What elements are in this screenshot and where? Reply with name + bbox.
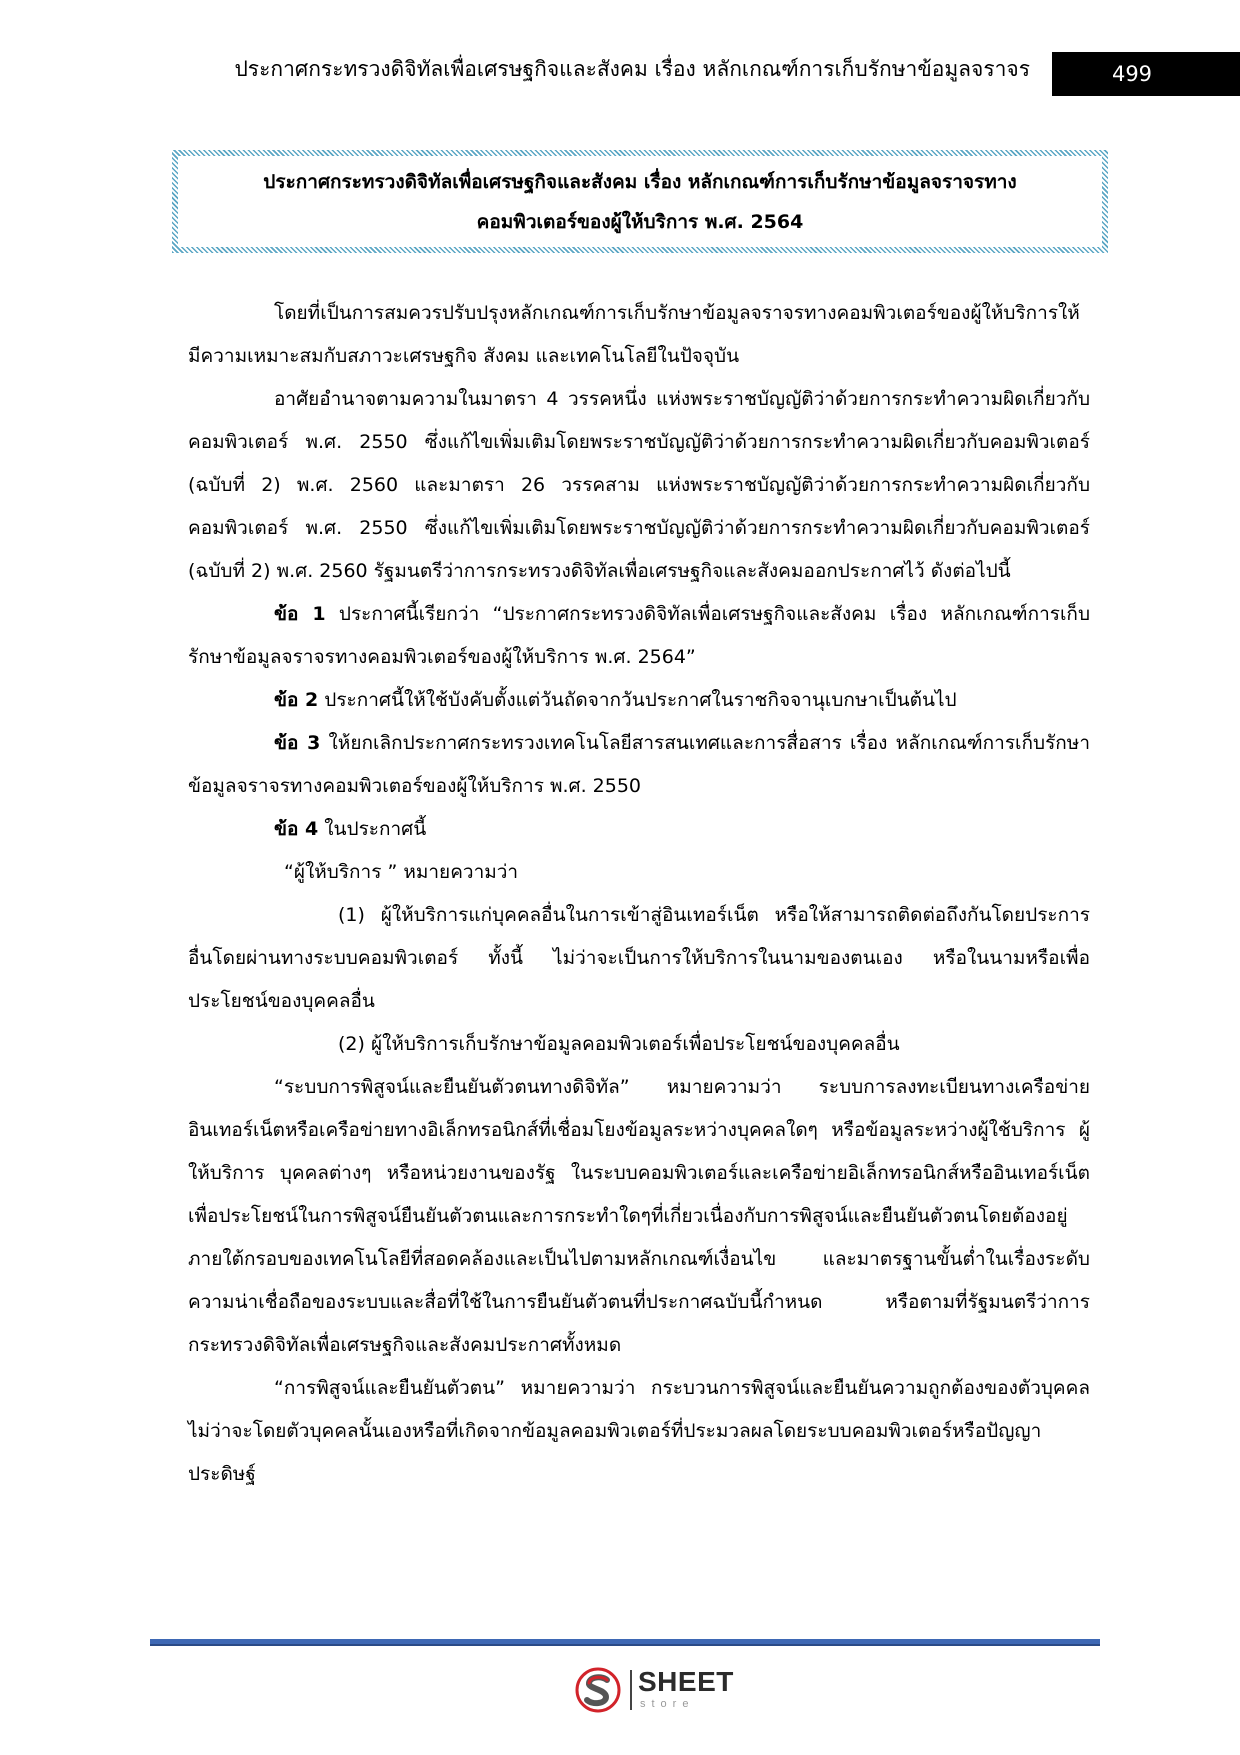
clause-4 (188, 808, 1090, 851)
clause-3 (188, 722, 1090, 808)
clause-2-label: ข้อ 2 (274, 689, 319, 711)
definition-service-provider-term: “ผู้ให้บริการ ” หมายความว่า (284, 861, 519, 883)
clause-3-label: ข้อ 3 (274, 732, 321, 754)
document-title-line-1: ประกาศกระทรวงดิจิทัลเพื่อเศรษฐกิจและสังคม เรื่อง หลักเกณฑ์การเก็บรักษาข้อมูลจราจรทาง (263, 170, 1017, 193)
document-body (188, 292, 1090, 1496)
preamble-paragraph: โดยที่เป็นการสมควรปรับปรุงหลักเกณฑ์การเก็บรักษาข้อมูลจราจรทางคอมพิวเตอร์ของผู้ให้บริการให้มีความเหมาะสมกับสภาวะเศรษฐกิจ สังคม และเทคโนโลยีในปัจจุบัน (188, 302, 1080, 367)
logo-divider (630, 1670, 632, 1710)
authority-paragraph: อาศัยอำนาจตามความในมาตรา 4 วรรคหนึ่ง แห่งพระราชบัญญัติว่าด้วยการกระทำความผิดเกี่ยวกับคอมพิวเตอร์ พ.ศ. 2550 ซึ่งแก้ไขเพิ่มเติมโดยพระราชบัญญัติว่าด้วยการกระทำความผิดเกี่ยวกับคอมพิวเตอร์ (ฉบับที่ 2) พ.ศ. 2560 และมาตรา 26 วรรคสาม แห่งพระราชบัญญัติว่าด้วยการกระทำความผิดเกี่ยวกับคอมพิวเตอร์ พ.ศ. 2550 ซึ่งแก้ไขเพิ่มเติมโดยพระราชบัญญัติว่าด้วยการกระทำความผิดเกี่ยวกับคอมพิวเตอร์ (ฉบับที่ 2) พ.ศ. 2560 รัฐมนตรีว่าการกระทรวงดิจิทัลเพื่อเศรษฐกิจและสังคมออกประกาศไว้ ดังต่อไปนี้ (188, 388, 1090, 582)
document-title-inner (178, 156, 1102, 247)
definition-service-provider-item-2: (2) ผู้ให้บริการเก็บรักษาข้อมูลคอมพิวเตอร์เพื่อประโยชน์ของบุคคลอื่น (338, 1033, 900, 1055)
page-header (0, 44, 1240, 100)
clause-3-text: ให้ยกเลิกประกาศกระทรวงเทคโนโลยีสารสนเทศและการสื่อสาร เรื่อง หลักเกณฑ์การเก็บรักษาข้อมูลจราจรทางคอมพิวเตอร์ของผู้ให้บริการ พ.ศ. 2550 (188, 732, 1090, 797)
clause-2 (188, 679, 1090, 722)
page-number-box (1052, 52, 1240, 96)
sheet-store-s-icon (574, 1666, 622, 1714)
page-number: 499 (1111, 62, 1153, 86)
clause-4-label: ข้อ 4 (274, 818, 319, 840)
definition-identity-verification: “การพิสูจน์และยืนยันตัวตน” หมายความว่า กระบวนการพิสูจน์และยืนยันความถูกต้องของตัวบุคคลไม่ว่าจะโดยตัวบุคคลนั้นเองหรือที่เกิดจากข้อมูลคอมพิวเตอร์ที่ประมวลผลโดยระบบคอมพิวเตอร์หรือปัญญาประดิษฐ์ (188, 1377, 1090, 1485)
logo-subtext: store (640, 1698, 695, 1710)
running-header-title: ประกาศกระทรวงดิจิทัลเพื่อเศรษฐกิจและสังคม เรื่อง หลักเกณฑ์การเก็บรักษาข้อมูลจราจร (234, 57, 1030, 81)
definition-digital-id-system: “ระบบการพิสูจน์และยืนยันตัวตนทางดิจิทัล” หมายความว่า ระบบการลงทะเบียนทางเครือข่ายอินเทอร์เน็ตหรือเครือข่ายทางอิเล็กทรอนิกส์ที่เชื่อมโยงข้อมูลระหว่างบุคคลใดๆ หรือข้อมูลระหว่างผู้ใช้บริการ ผู้ให้บริการ บุคคลต่างๆ หรือหน่วยงานของรัฐ ในระบบคอมพิวเตอร์และเครือข่ายอิเล็กทรอนิกส์หรืออินเทอร์เน็ต เพื่อประโยชน์ในการพิสูจน์ยืนยันตัวตนและการกระทำใดๆที่เกี่ยวเนื่องกับการพิสูจน์และยืนยันตัวตนโดยต้องอยู่ภายใต้กรอบของเทคโนโลยีที่สอดคล้องและเป็นไปตามหลักเกณฑ์เงื่อนไข และมาตรฐานขั้นต่ำในเรื่องระดับความน่าเชื่อถือของระบบและสื่อที่ใช้ในการยืนยันตัวตนที่ประกาศฉบับนี้กำหนด หรือตามที่รัฐมนตรีว่าการกระทรวงดิจิทัลเพื่อเศรษฐกิจและสังคมประกาศทั้งหมด (188, 1076, 1090, 1356)
document-title-line-2: คอมพิวเตอร์ของผู้ให้บริการ พ.ศ. 2564 (476, 210, 804, 233)
clause-2-text: ประกาศนี้ให้ใช้บังคับตั้งแต่วันถัดจากวันประกาศในราชกิจจานุเบกษาเป็นต้นไป (318, 689, 957, 711)
clause-1 (188, 593, 1090, 679)
clause-1-label: ข้อ 1 (274, 603, 326, 625)
footer-rule (150, 1639, 1100, 1646)
clause-1-text: ประกาศนี้เรียกว่า “ประกาศกระทรวงดิจิทัลเพื่อเศรษฐกิจและสังคม เรื่อง หลักเกณฑ์การเก็บรักษาข้อมูลจราจรทางคอมพิวเตอร์ของผู้ให้บริการ พ.ศ. 2564” (188, 603, 1091, 668)
sheet-store-logo (574, 1664, 744, 1718)
logo-wordmark: SHEET (638, 1666, 734, 1697)
document-title-box (172, 150, 1108, 253)
definition-service-provider-item-1: (1) ผู้ให้บริการแก่บุคคลอื่นในการเข้าสู่อินเทอร์เน็ต หรือให้สามารถติดต่อถึงกันโดยประการอื่นโดยผ่านทางระบบคอมพิวเตอร์ ทั้งนี้ ไม่ว่าจะเป็นการให้บริการในนามของตนเอง หรือในนามหรือเพื่อประโยชน์ของบุคคลอื่น (188, 904, 1090, 1012)
clause-4-text: ในประกาศนี้ (318, 818, 427, 840)
